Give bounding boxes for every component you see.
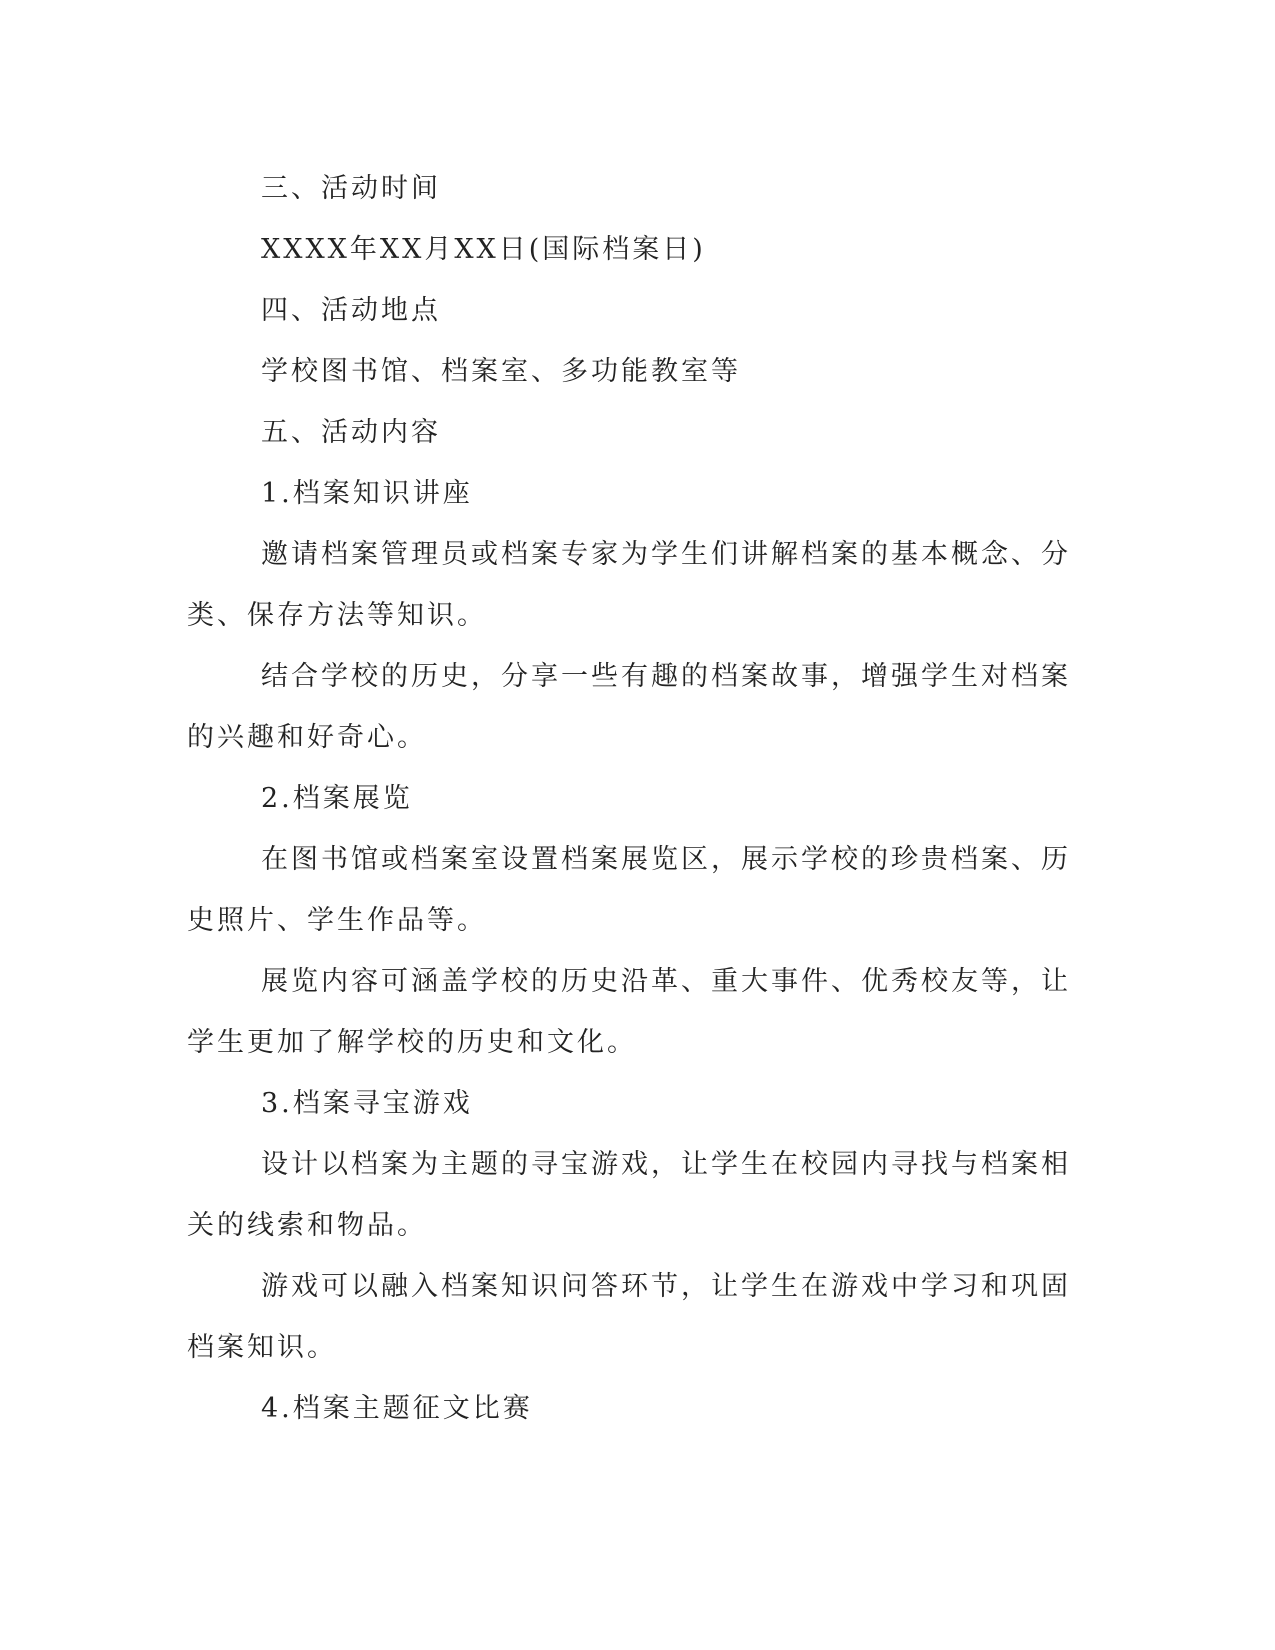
document-body [187, 158, 1075, 1439]
section-heading-content: 五、活动内容 [261, 417, 441, 448]
paragraph-treasure-hunt-1: 设计以档案为主题的寻宝游戏，让学生在校园内寻找与档案相关的线索和物品。 [187, 1149, 1071, 1241]
subheading-exhibition: 2.档案展览 [261, 783, 413, 814]
activity-location: 学校图书馆、档案室、多功能教室等 [261, 356, 741, 387]
subheading-treasure-hunt: 3.档案寻宝游戏 [261, 1088, 473, 1119]
activity-date: XXXX年XX月XX日(国际档案日) [261, 234, 706, 265]
paragraph-lecture-2: 结合学校的历史，分享一些有趣的档案故事，增强学生对档案的兴趣和好奇心。 [187, 661, 1071, 753]
paragraph-exhibition-2: 展览内容可涵盖学校的历史沿革、重大事件、优秀校友等，让学生更加了解学校的历史和文化。 [187, 966, 1071, 1058]
paragraph-exhibition-1: 在图书馆或档案室设置档案展览区，展示学校的珍贵档案、历史照片、学生作品等。 [187, 844, 1071, 936]
subheading-lecture: 1.档案知识讲座 [261, 478, 473, 509]
section-heading-time: 三、活动时间 [261, 173, 441, 204]
paragraph-treasure-hunt-2: 游戏可以融入档案知识问答环节，让学生在游戏中学习和巩固档案知识。 [187, 1271, 1071, 1363]
paragraph-lecture-1: 邀请档案管理员或档案专家为学生们讲解档案的基本概念、分类、保存方法等知识。 [187, 539, 1071, 631]
subheading-essay-contest: 4.档案主题征文比赛 [261, 1393, 533, 1424]
section-heading-location: 四、活动地点 [261, 295, 441, 326]
